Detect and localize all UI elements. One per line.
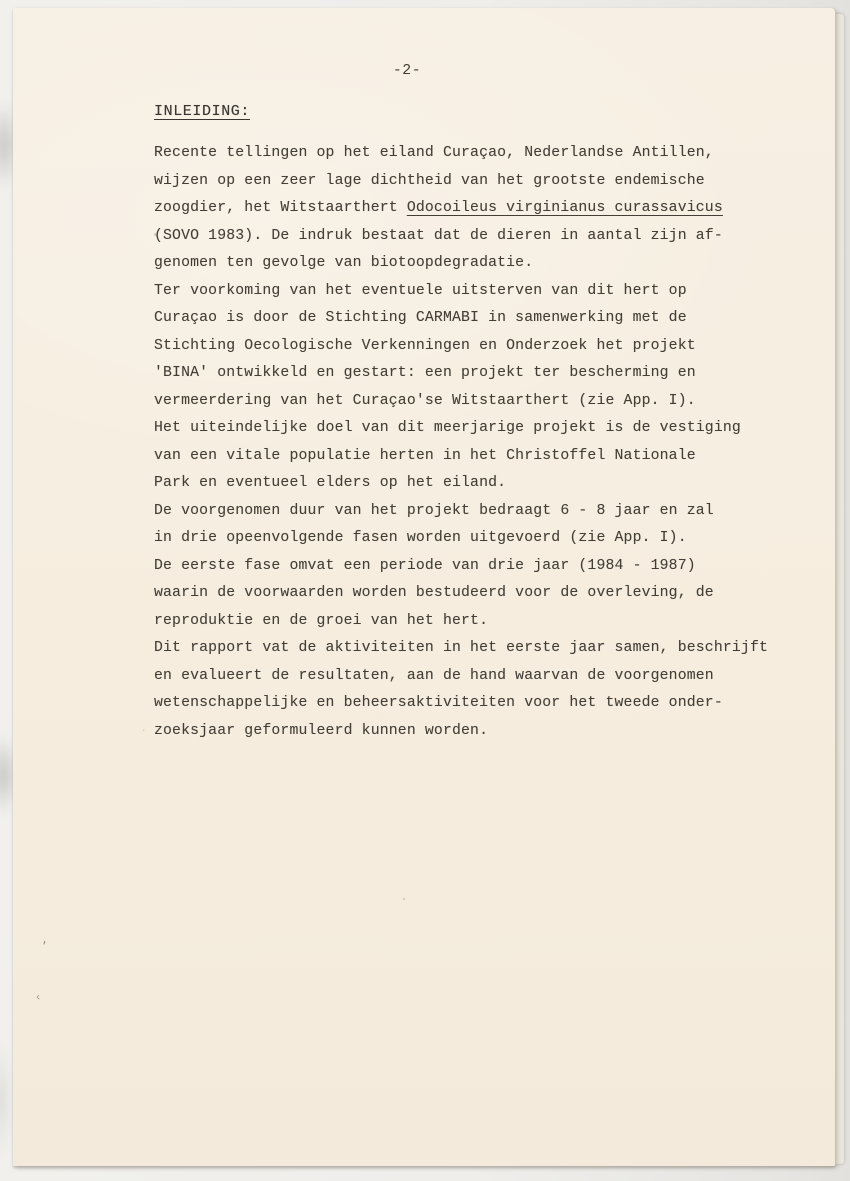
paper-speck: ' [38, 940, 48, 954]
species-name: Odocoileus virginianus curassavicus [406, 200, 723, 216]
text-line: wetenschappelijke en beheersaktiviteiten voor het tweede onder- [154, 695, 723, 711]
paper-sheet [13, 8, 835, 1166]
text-segment: zoogdier, het Witstaarthert [154, 200, 407, 216]
paper-dot [154, 233, 157, 236]
paper-dot [403, 898, 405, 900]
text-line: reproduktie en de groei van het hert. [154, 612, 489, 629]
text-line: Ter voorkoming van het eventuele uitsterven van dit hert op [154, 282, 687, 299]
text-line-with-species [154, 195, 794, 223]
text-line: zoeksjaar geformuleerd kunnen worden. [154, 722, 489, 739]
text-line: Curaçao is door de Stichting CARMABI in samenwerking met de [154, 310, 687, 326]
text-line: en evalueert de resultaten, aan de hand waarvan de voorgenomen [154, 667, 714, 684]
text-line: Het uiteindelijke doel van dit meerjarige projekt is de vestiging [154, 420, 741, 436]
text-line: genomen ten gevolge van biotoopdegradatie. [154, 255, 534, 271]
text-line: Stichting Oecologische Verkenningen en Onderzoek het projekt [154, 337, 696, 354]
paper-speck: · [141, 726, 147, 736]
text-line: van een vitale populatie herten in het Christoffel Nationale [154, 447, 696, 464]
text-line: Dit rapport vat de aktiviteiten in het eerste jaar samen, beschrijft [154, 640, 769, 656]
text-line: waarin de voorwaarden worden bestudeerd voor de overleving, de [154, 585, 714, 601]
text-line: De eerste fase omvat een periode van drie jaar (1984 - 1987) [154, 557, 696, 574]
text-line: wijzen op een zeer lage dichtheid van het grootste endemische [154, 172, 705, 189]
text-line: 'BINA' ontwikkeld en gestart: een projekt ter bescherming en [154, 365, 696, 381]
section-heading: INLEIDING: [154, 103, 251, 120]
page-number: -2- [392, 63, 422, 79]
text-line: vermeerdering van het Curaçao'se Witstaarthert (zie App. I). [154, 392, 696, 409]
text-line: Recente tellingen op het eiland Curaçao, Nederlandse Antillen, [154, 145, 714, 161]
text-line: De voorgenomen duur van het projekt bedraagt 6 - 8 jaar en zal [154, 502, 714, 519]
text-line: (SOVO 1983). De indruk bestaat dat de dieren in aantal zijn af- [154, 227, 723, 244]
text-line: Park en eventueel elders op het eiland. [154, 475, 507, 491]
body-text [154, 140, 794, 745]
scanner-smudge [0, 1040, 12, 1160]
paper-speck: ‹ [34, 991, 43, 1005]
text-line: in drie opeenvolgende fasen worden uitgevoerd (zie App. I). [154, 530, 687, 546]
